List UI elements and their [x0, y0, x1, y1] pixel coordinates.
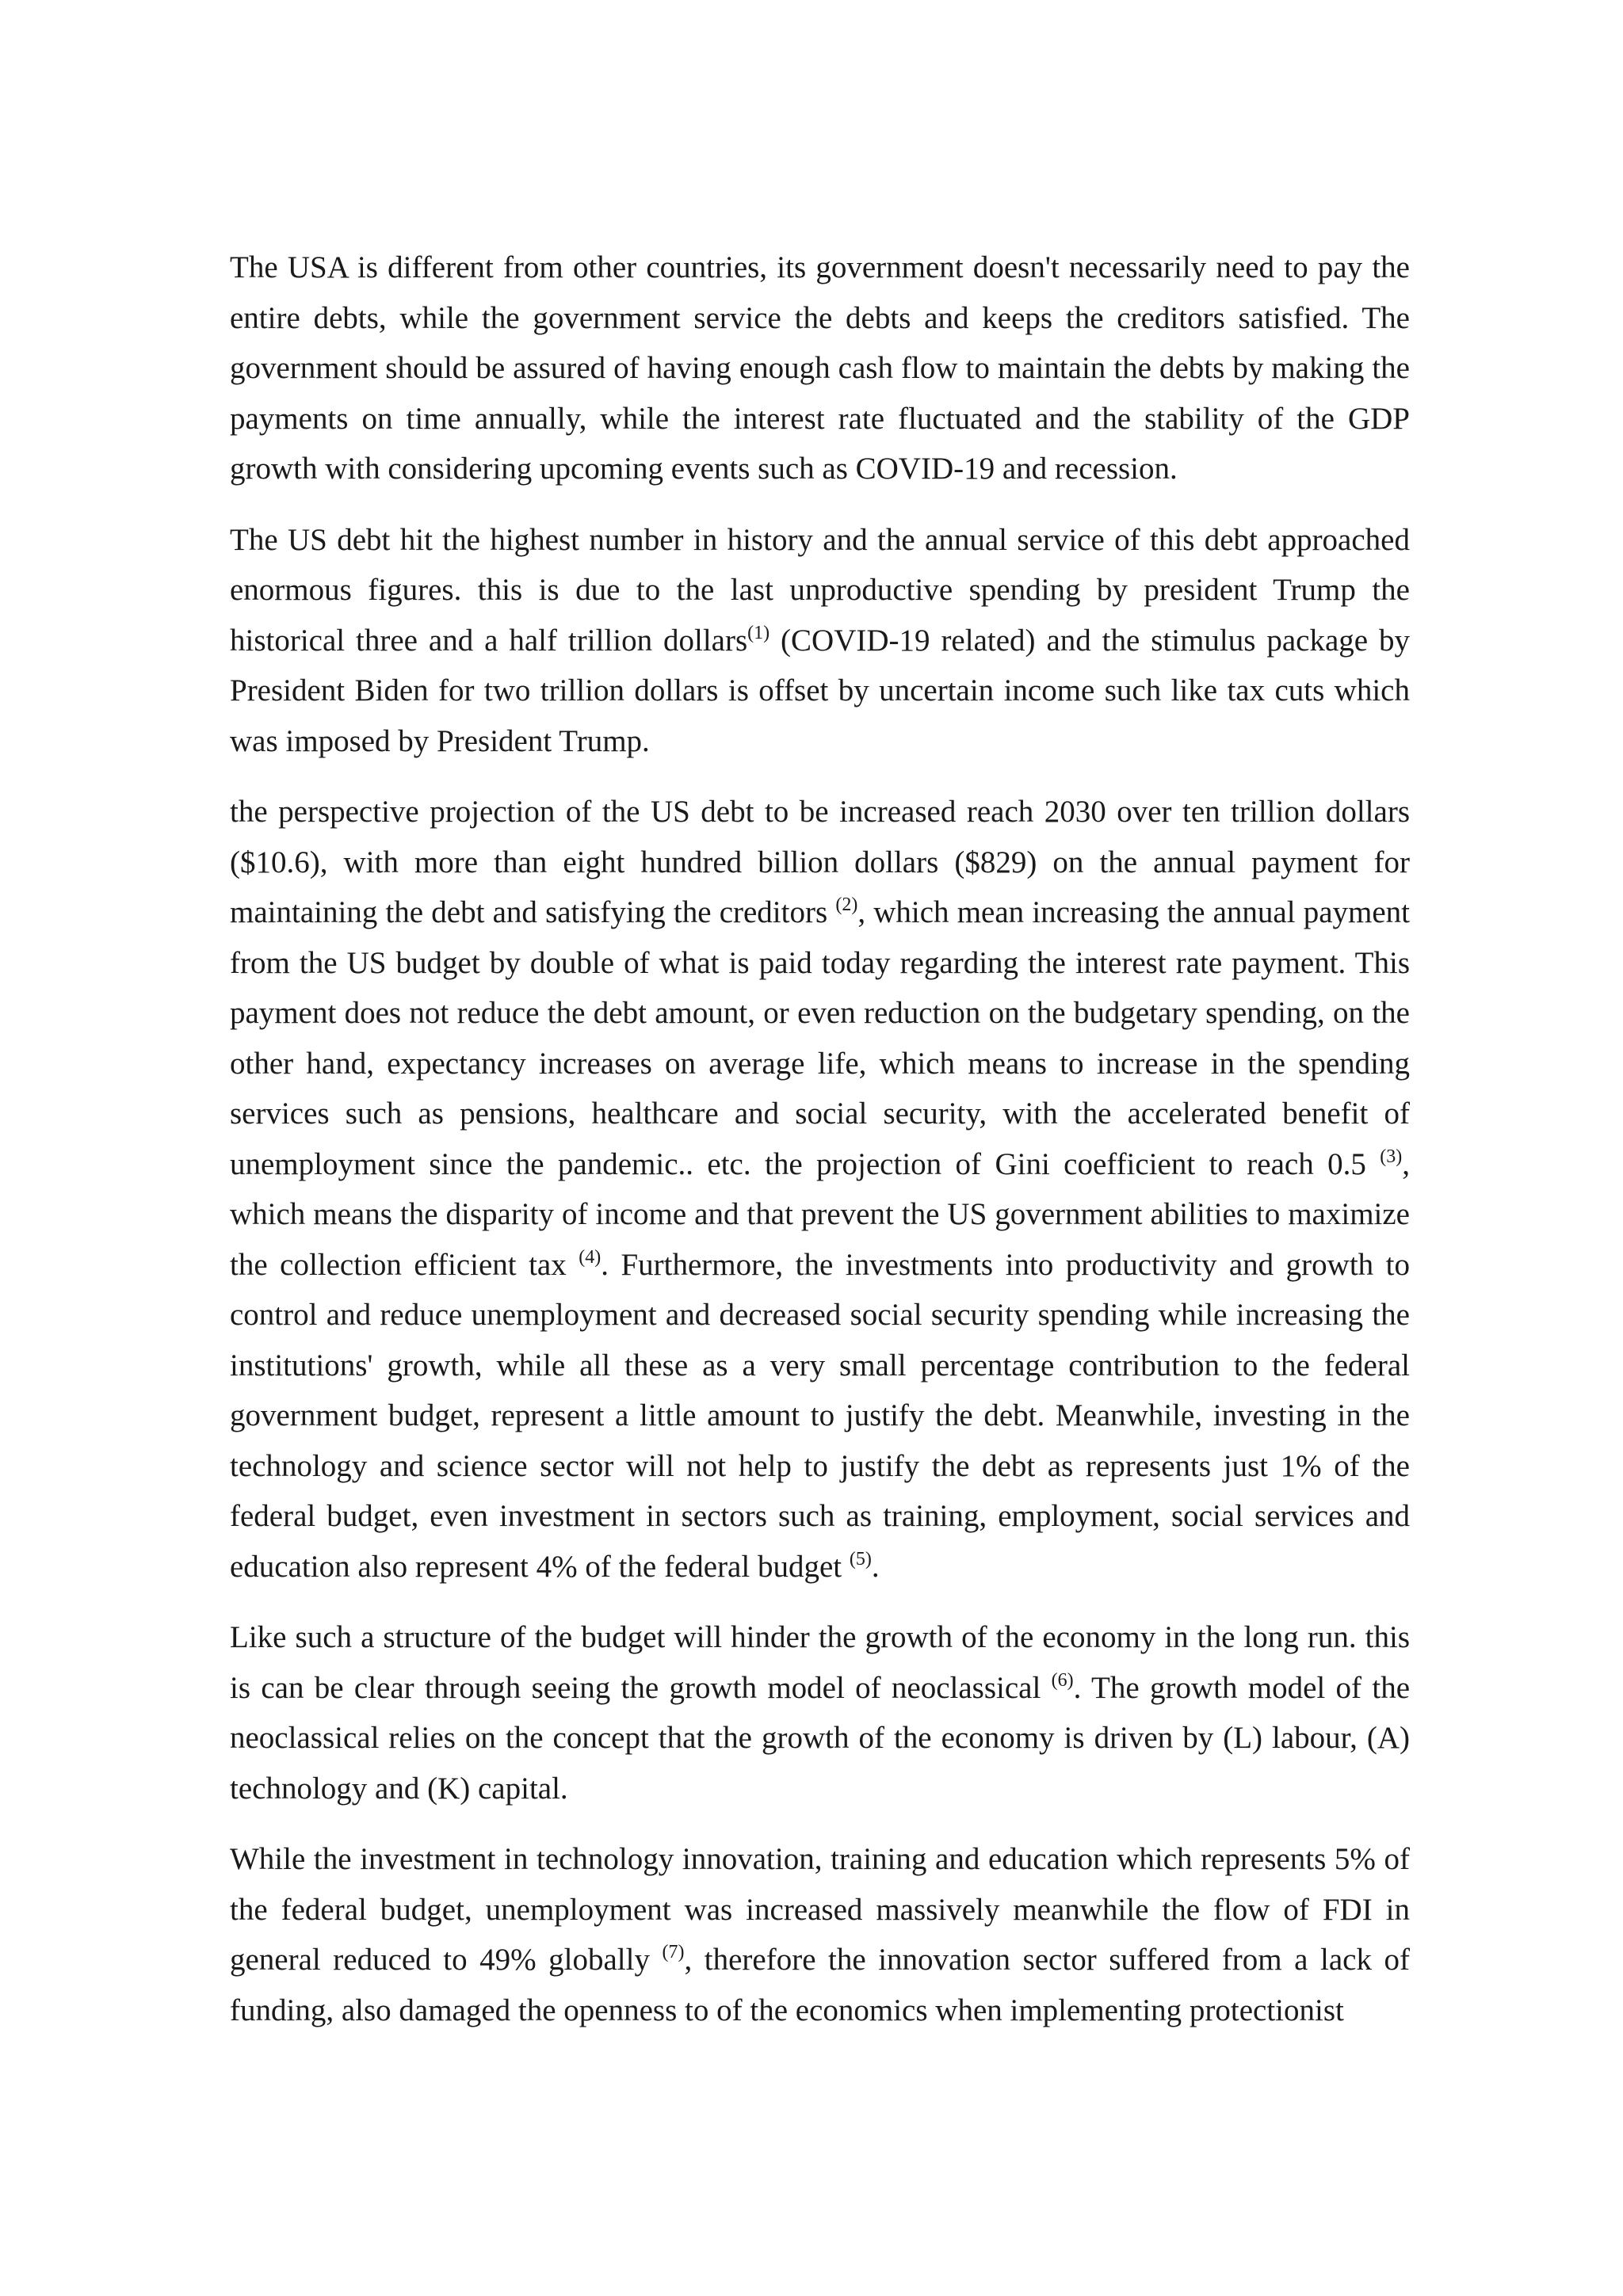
footnote-ref-6: (6)	[1051, 1669, 1074, 1691]
footnote-ref-5: (5)	[849, 1548, 872, 1569]
text-segment: , which mean increasing the annual payment from the US budget by double of what is paid today regarding the interest rate payment. This payment does not reduce the debt amount, or even reduction on the budgetary spending, on the other hand, expectancy increases on average life, which means to increase in the spending services such as pensions, healthcare and social security, with the accelerated benefit of unemployment since the pandemic.. etc. the projection of Gini coefficient to reach 0.5	[230, 895, 1410, 1181]
footnote-ref-2: (2)	[835, 894, 858, 915]
text-segment: (COVID-19 related) and the stimulus package by President Biden for two trillion dollars is offset by uncertain income such like tax cuts which was imposed by President Trump.	[230, 623, 1411, 758]
text-segment: the perspective projection of the US debt to be increased reach 2030 over ten trillion dollars ($10.6), with more than eight hundred billion dollars ($829) on the annual payment for maintaining the debt and satisfying the creditors	[230, 795, 1410, 929]
document-body	[230, 242, 1410, 2035]
text-segment: , which means the disparity of income and that prevent the US government abilities to maximize the collection efficient tax	[230, 1146, 1410, 1282]
text-segment: . The growth model of the neoclassical relies on the concept that the growth of the economy is driven by (L) labour, (A) technology and (K) capital.	[230, 1670, 1411, 1806]
footnote-ref-3: (3)	[1380, 1146, 1403, 1167]
text-segment: .	[871, 1549, 880, 1584]
footnote-ref-7: (7)	[662, 1942, 685, 1962]
text-segment: . Furthermore, the investments into productivity and growth to control and reduce unemployment and decreased social security spending while increasing the institutions' growth, while all these as a very small percentage contribution to the federal government budget, represent a little amount to justify the debt. Meanwhile, investing in the technology and science sector will not help to justify the debt as represents just 1% of the federal budget, even investment in sectors such as training, employment, social services and education also represent 4% of the federal budget	[230, 1247, 1410, 1584]
text-segment: , therefore the innovation sector suffered from a lack of funding, also damaged the openness to of the economics when implementing protectionist	[230, 1943, 1410, 2027]
paragraph-us-debt-history	[230, 515, 1410, 767]
text-segment: Like such a structure of the budget will hinder the growth of the economy in the long run. this is can be clear through seeing the growth model of neoclassical	[230, 1620, 1410, 1705]
text-segment: While the investment in technology innovation, training and education which represents 5% of the federal budget, unemployment was increased massively meanwhile the flow of FDI in general reduced to 49% globally	[230, 1842, 1410, 1977]
paragraph-us-debt-servicing	[230, 242, 1410, 494]
paragraph-technology-investment	[230, 1834, 1410, 2035]
paragraph-debt-projection	[230, 787, 1410, 1592]
paragraph-neoclassical-growth	[230, 1612, 1410, 1814]
text-segment: The USA is different from other countries, its government doesn't necessarily need to pay the entire debts, while the government service the debts and keeps the creditors satisfied. The government should be assured of having enough cash flow to maintain the debts by making the payments on time annually, while the interest rate fluctuated and the stability of the GDP growth with considering upcoming events such as COVID-19 and recession.	[230, 250, 1410, 486]
text-segment: The US debt hit the highest number in history and the annual service of this debt approached enormous figures. this is due to the last unproductive spending by president Trump the historical three and a half trillion dollars	[230, 522, 1410, 658]
footnote-ref-1: (1)	[747, 622, 770, 643]
footnote-ref-4: (4)	[579, 1246, 601, 1268]
